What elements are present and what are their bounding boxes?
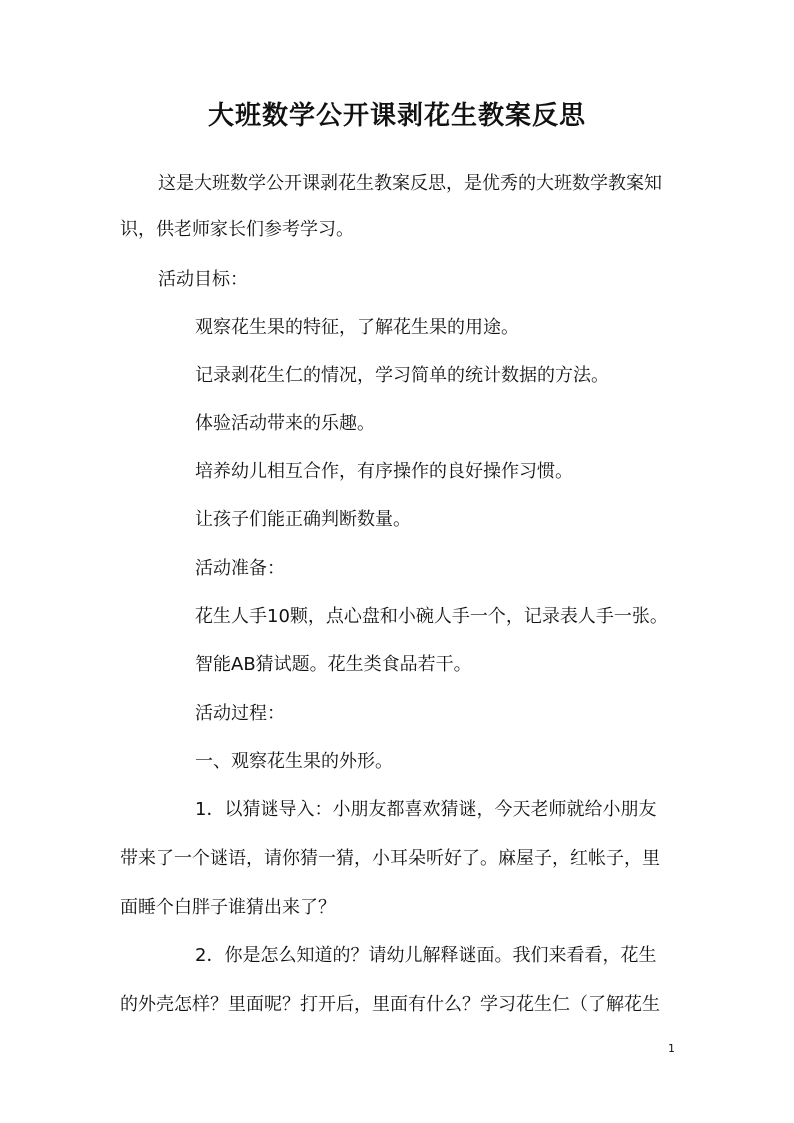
section-heading: 活动目标： xyxy=(158,269,248,290)
list-item: 体验活动带来的乐趣。 xyxy=(195,413,375,434)
paragraph-line: 识，供老师家长们参考学习。 xyxy=(120,219,354,240)
paragraph-line: 2．你是怎么知道的？请幼儿解释谜面。我们来看看，花生 xyxy=(195,945,657,966)
paragraph-line: 1．以猜谜导入：小朋友都喜欢猜谜，今天老师就给小朋友 xyxy=(195,799,657,820)
paragraph-line: 的外壳怎样？里面呢？打开后，里面有什么？学习花生仁（了解花生 xyxy=(120,994,660,1015)
paragraph-line: 面睡个白胖子谁猜出来了？ xyxy=(120,897,336,918)
section-heading: 活动准备： xyxy=(195,558,285,579)
page-number: 1 xyxy=(668,1042,675,1055)
section-heading: 活动过程： xyxy=(195,703,285,724)
paragraph-line: 这是大班数学公开课剥花生教案反思，是优秀的大班数学教案知 xyxy=(158,173,662,194)
subsection-heading: 一、观察花生果的外形。 xyxy=(195,751,393,772)
list-item: 培养幼儿相互合作，有序操作的良好操作习惯。 xyxy=(195,461,573,482)
list-item: 观察花生果的特征，了解花生果的用途。 xyxy=(195,317,519,338)
list-item: 让孩子们能正确判断数量。 xyxy=(195,509,411,530)
list-item: 花生人手10颗，点心盘和小碗人手一个，记录表人手一张。 xyxy=(195,606,668,627)
list-item: 智能AB猜试题。花生类食品若干。 xyxy=(195,654,472,675)
paragraph-line: 带来了一个谜语，请你猜一猜，小耳朵听好了。麻屋子，红帐子，里 xyxy=(120,848,660,869)
list-item: 记录剥花生仁的情况，学习简单的统计数据的方法。 xyxy=(195,365,609,386)
page-title: 大班数学公开课剥花生教案反思 xyxy=(207,101,586,131)
